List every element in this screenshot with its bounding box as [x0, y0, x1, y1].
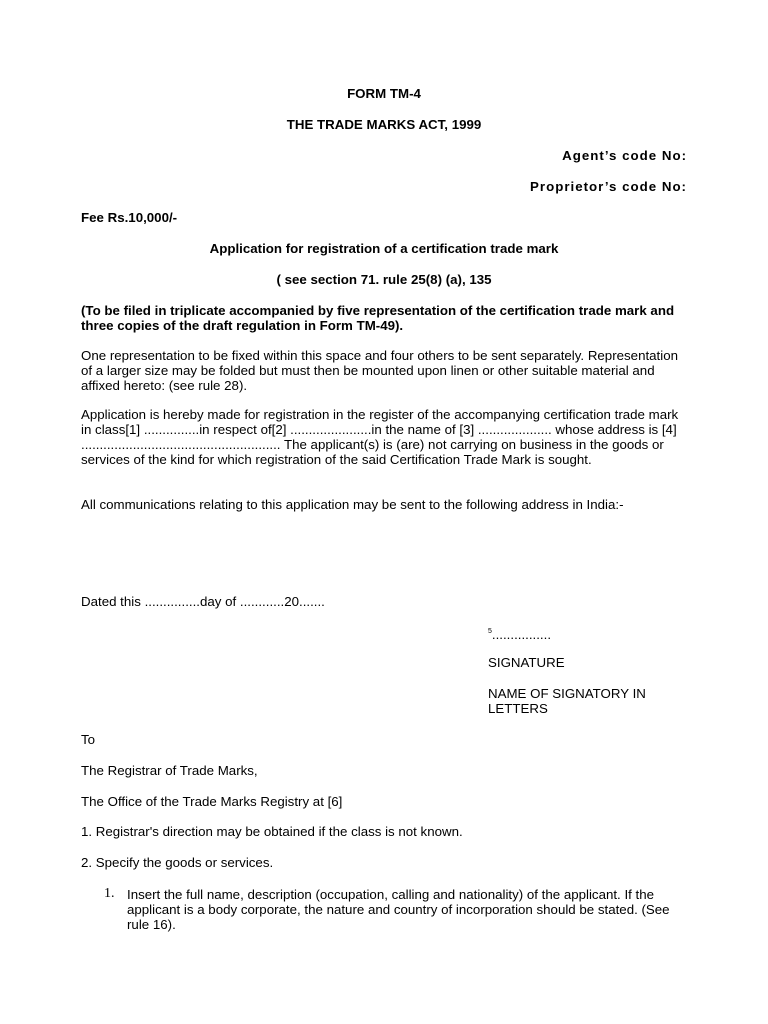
application-text: Application is hereby made for registration in the register of the accompanying certification trade mark in class[1] ...............in respect of[2] ......................in the name of [3] .................... whose address is [4] ...................................................... The applicant(s) is (are) not carrying on business in the goods or services of the kind for which registration of the said Certification Trade Mark is sought. — [81, 407, 679, 467]
dots: ................ — [491, 627, 552, 642]
act-title: THE TRADE MARKS ACT, 1999 — [286, 117, 482, 132]
note-3-number: 1. — [104, 886, 115, 901]
section-reference: ( see section 71. rule 25(8) (a), 135 — [276, 272, 492, 287]
signatory-name-label — [488, 686, 688, 716]
proprietor-code-label: Proprietor’s code No: — [530, 179, 687, 194]
note-2: 2. Specify the goods or services. — [81, 855, 274, 870]
office-line: The Office of the Trade Marks Registry at [6] — [81, 794, 343, 809]
signature-label: SIGNATURE — [488, 655, 565, 670]
signatory-name-line1: NAME OF SIGNATORY IN — [488, 686, 646, 701]
signature-dots — [488, 624, 688, 642]
signatory-name-line2: LETTERS — [488, 701, 548, 716]
filing-note: (To be filed in triplicate accompanied by five representation of the certification trade mark and three copies of the draft regulation in Form TM-49). — [81, 303, 675, 333]
form-heading: Application for registration of a certification trade mark — [209, 241, 559, 256]
fee-label: Fee Rs.10,000/- — [81, 210, 178, 225]
agent-code-label: Agent’s code No: — [562, 148, 687, 163]
dated-line: Dated this ...............day of ............20....... — [81, 594, 325, 609]
form-number: FORM TM-4 — [347, 86, 421, 101]
note-1: 1. Registrar's direction may be obtained if the class is not known. — [81, 824, 463, 839]
footnote-ref: 5 — [488, 628, 492, 635]
note-3-text: Insert the full name, description (occupation, calling and nationality) of the applicant. If the applicant is a body corporate, the nature and country of incorporation should be stated. (See rule 16). — [127, 887, 670, 932]
to-label: To — [81, 732, 96, 747]
representation-text: One representation to be fixed within this space and four others to be sent separately. Representation of a larger size may be folded but must then be mounted upon linen or other suitable material and affixed hereto: (see rule 28). — [81, 348, 678, 393]
registrar-line: The Registrar of Trade Marks, — [81, 763, 258, 778]
communications-text: All communications relating to this application may be sent to the following address in India:- — [81, 497, 624, 512]
